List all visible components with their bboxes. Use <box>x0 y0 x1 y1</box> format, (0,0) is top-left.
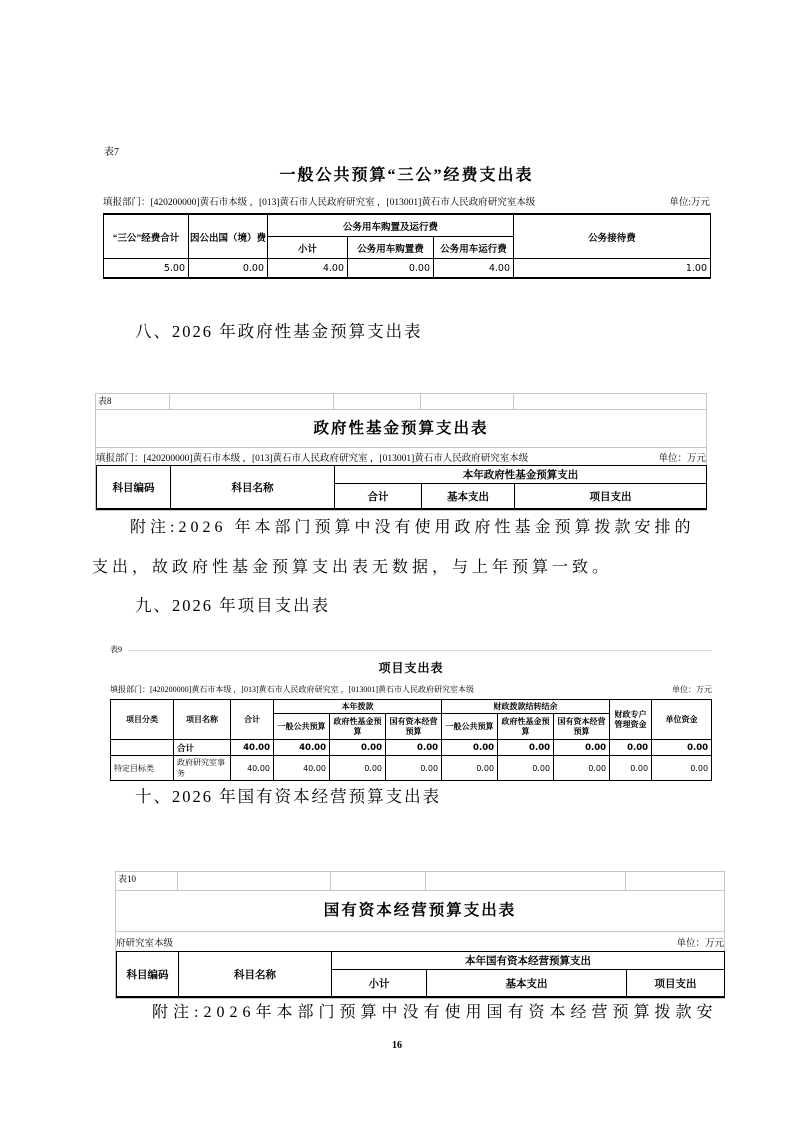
table8-meta-row <box>96 447 706 465</box>
table7-value-reception: 1.00 <box>514 259 711 279</box>
table7-value-subtotal: 4.00 <box>268 259 348 279</box>
table9-project-expense <box>110 699 712 781</box>
table9-header-current-group: 本年拨款 <box>274 700 442 714</box>
table10-title: 国有资本经营预算支出表 <box>323 902 517 919</box>
table9-dept-line: 填报部门：[420200000]黄石市本级 ，[013]黄石市人民政府研究室 ，[013001]黄石市人民政府研究室本级 <box>110 685 474 694</box>
table10-header-name: 科目名称 <box>179 952 332 998</box>
table9-total-row-name: 合计 <box>174 740 231 756</box>
table7-value-total: 5.00 <box>104 259 189 279</box>
table9-header-gov-fund-1: 政府性基金预算 <box>330 714 386 740</box>
section10-heading: 十、2026 年国有资本经营预算支出表 <box>135 787 442 806</box>
table10-header-code: 科目编码 <box>117 952 179 998</box>
table9-header-fiscal-account: 财政专户管理资金 <box>610 700 652 740</box>
table9-header-general-public-1: 一般公共预算 <box>274 714 330 740</box>
table9-total-row: 合计 40.00 40.00 0.00 0.00 0.00 0.00 0.00 0.00 0.00 <box>111 740 712 756</box>
table7-title: 一般公共预算“三公”经费支出表 <box>279 167 534 184</box>
table8-header-basic: 基本支出 <box>422 484 515 510</box>
table7-value-purchase: 0.00 <box>348 259 434 279</box>
table9-header-carryover-group: 财政拨款结转结余 <box>442 700 610 714</box>
table8-header-name: 科目名称 <box>171 466 335 510</box>
table8-dept-line: 填报部门：[420200000]黄石市本级 ，[013]黄石市人民政府研究室 ，[013001]黄石市人民政府研究室本级 <box>96 453 529 464</box>
table9-header-category: 项目分类 <box>111 700 174 740</box>
table7-dept-line: 填报部门：[420200000]黄石市本级 ，[013]黄石市人民政府研究室 ，[013001]黄石市人民政府研究室本级 <box>103 198 536 208</box>
table10-label: 表10 <box>116 872 178 890</box>
table10-header-table <box>116 951 725 998</box>
note10-line: 附注:2026年本部门预算中没有使用国有资本经营预算拨款安 <box>152 1004 718 1021</box>
table7-value-abroad: 0.00 <box>189 259 268 279</box>
table7-sangong-expense <box>103 213 711 279</box>
table8-gov-fund-budget <box>95 393 707 511</box>
table10-meta-row <box>116 931 724 951</box>
table7-header-operation: 公务用车运行费 <box>434 237 514 259</box>
table8-header-table <box>96 465 707 510</box>
table7-header-vehicle-group: 公务用车购置及运行费 <box>268 214 514 237</box>
table7-label: 表7 <box>104 147 119 158</box>
table7-unit-label: 单位:万元 <box>669 198 710 208</box>
section9-heading: 九、2026 年项目支出表 <box>135 596 331 615</box>
table10-top-row <box>116 872 724 891</box>
table10-header-subtotal: 小计 <box>332 970 427 998</box>
table8-label: 表8 <box>96 394 170 409</box>
table9-header-state-capital-2: 国有资本经营预算 <box>554 714 610 740</box>
table9-header-name: 项目名称 <box>174 700 231 740</box>
table9-header-state-capital-1: 国有资本经营预算 <box>386 714 442 740</box>
table7-header-abroad: 因公出国（境）费 <box>189 214 268 259</box>
table7-header-total: “三公”经费合计 <box>104 214 189 259</box>
table9-data-row: 特定目标类 政府研究室事务 40.00 40.00 0.00 0.00 0.00 0.00 0.00 0.00 0.00 <box>111 756 712 781</box>
table7-value-operation: 4.00 <box>434 259 514 279</box>
table8-header-code: 科目编码 <box>97 466 171 510</box>
table9-label: 表9 <box>110 645 122 654</box>
table9-row-name: 政府研究室事务 <box>174 756 231 781</box>
table9-header-total: 合计 <box>231 700 274 740</box>
note8-line1: 附注:2026 年本部门预算中没有使用政府性基金预算拨款安排的 <box>130 519 695 536</box>
table10-header-project: 项目支出 <box>627 970 725 998</box>
table10-header-group: 本年国有资本经营预算支出 <box>332 952 725 970</box>
table8-header-project: 项目支出 <box>515 484 707 510</box>
table8-header-group: 本年政府性基金预算支出 <box>335 466 707 484</box>
note8-line2: 支出，故政府性基金预算支出表无数据，与上年预算一致。 <box>92 559 613 576</box>
table9-header-gov-fund-2: 政府性基金预算 <box>498 714 554 740</box>
section8-heading: 八、2026 年政府性基金预算支出表 <box>135 322 423 341</box>
table9-header-general-public-2: 一般公共预算 <box>442 714 498 740</box>
table7-header-reception: 公务接待费 <box>514 214 711 259</box>
table8-top-row <box>96 394 706 410</box>
table10-state-capital-budget <box>115 871 725 999</box>
table9-header-unit-fund: 单位资金 <box>652 700 712 740</box>
table10-unit-label: 单位：万元 <box>676 938 724 949</box>
table7-meta-row <box>103 194 710 208</box>
table8-title: 政府性基金预算支出表 <box>313 420 489 437</box>
page-number: 16 <box>392 1040 402 1051</box>
table10-dept-line: 府研究室本级 <box>116 938 174 949</box>
table9-unit-label: 单位：万元 <box>672 685 712 694</box>
table9-label-rule <box>128 650 712 651</box>
table8-unit-label: 单位：万元 <box>658 453 706 464</box>
table8-header-total: 合计 <box>335 484 422 510</box>
table10-header-basic: 基本支出 <box>427 970 627 998</box>
table9-meta-row <box>110 684 712 695</box>
table7-data-row <box>104 259 711 279</box>
table7-header-purchase: 公务用车购置费 <box>348 237 434 259</box>
table7-header-subtotal: 小计 <box>268 237 348 259</box>
table9-title: 项目支出表 <box>378 661 444 675</box>
table9-row-category: 特定目标类 <box>111 756 174 781</box>
